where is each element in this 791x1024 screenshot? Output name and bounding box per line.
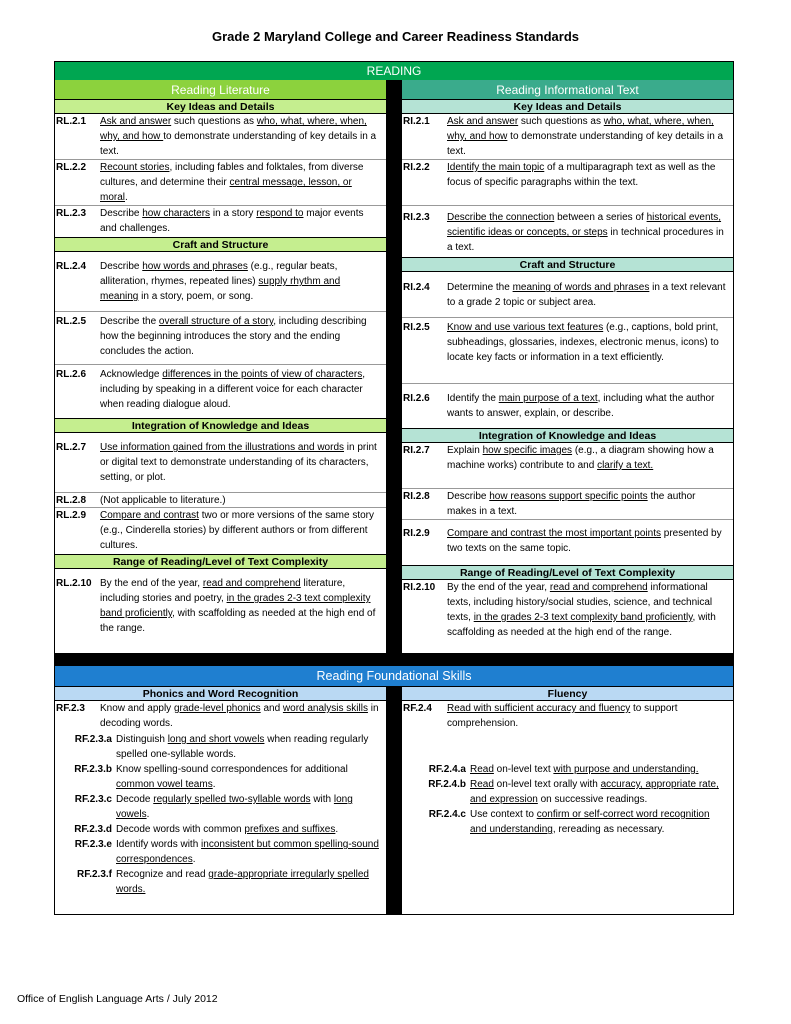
underlined-phrase: long vowels [116, 794, 353, 820]
text-run: Know and apply [100, 703, 174, 714]
underlined-phrase: grade-appropriate irregularly spelled words. [116, 869, 369, 895]
underlined-phrase: long and short vowels [167, 734, 265, 745]
underlined-phrase: Identify the main topic [447, 162, 545, 173]
standard-row [402, 318, 733, 384]
text-run: . [146, 809, 150, 820]
text-run: Explain [447, 445, 483, 456]
standard-code: RL.2.3 [56, 208, 87, 219]
text-run: , rereading as necessary. [552, 824, 665, 835]
text-run: Identify words with [116, 839, 202, 850]
underlined-phrase: with purpose and understanding. [553, 764, 699, 775]
text-run: literature, including stories and poetry, [100, 578, 346, 604]
underlined-phrase: clarify a text. [597, 460, 654, 471]
text-run: the author makes in a text. [447, 491, 696, 517]
standard-text [447, 526, 733, 565]
standard-code: RF.2.3.c [74, 794, 112, 805]
underlined-phrase: Compare and contrast the most important points [447, 528, 661, 539]
underlined-phrase: regularly spelled two-syllable words [153, 794, 311, 805]
standard-row [55, 365, 386, 418]
text-run: (e.g., captions, bold print, subheadings, glossaries, indexes, electronic menus, icons) to locate key facts or information in a text efficiently. [447, 322, 719, 363]
standard-row [402, 160, 733, 206]
standard-code: RL.2.8 [56, 495, 87, 506]
underlined-phrase: Read [470, 764, 494, 775]
text-run: such questions as [171, 116, 257, 127]
standard-text [470, 762, 733, 777]
text-run: Recognize and read [116, 869, 209, 880]
standard-row [55, 493, 386, 508]
underlined-phrase: in the grades 2-3 text complexity band proficiently [100, 593, 371, 619]
text-run: . [192, 854, 196, 865]
sub-standard-row [55, 867, 386, 897]
standard-row [55, 433, 386, 493]
underlined-phrase: central message, lesson, or moral [100, 177, 352, 203]
standard-code: RI.2.1 [403, 116, 430, 127]
standard-text [116, 822, 386, 837]
underlined-phrase: overall structure of a story [158, 316, 274, 327]
standard-text [447, 580, 733, 660]
column-divider [386, 80, 402, 653]
text-run: Know spelling-sound correspondences for additional [116, 764, 348, 775]
lit-craft-heading: Craft and Structure [55, 237, 386, 252]
standard-text [100, 701, 386, 732]
text-run: informational texts, including history/social studies, science, and technical texts, [447, 582, 713, 623]
text-run: when reading regularly spelled one-syllable words. [116, 734, 369, 760]
underlined-phrase: Compare and contrast [100, 510, 199, 521]
info-range-heading: Range of Reading/Level of Text Complexity [402, 565, 733, 580]
standard-code: RF.2.4.c [428, 809, 466, 820]
text-run: , including by speaking in a different voice for each character when reading dialogue aloud. [100, 369, 365, 410]
standard-text [100, 493, 386, 507]
text-run: Use context to [470, 809, 537, 820]
underlined-phrase: in the grades 2-3 text complexity band proficiently [473, 612, 693, 623]
text-run: Decode [116, 794, 154, 805]
standard-code: RI.2.9 [403, 528, 430, 539]
underlined-phrase: respond to [256, 208, 304, 219]
standard-row [55, 160, 386, 206]
standard-row [402, 580, 733, 660]
text-run: to support comprehension. [447, 703, 678, 729]
text-run: Describe [447, 491, 490, 502]
standard-text [100, 367, 386, 418]
text-run: . [212, 779, 216, 790]
standard-row [402, 272, 733, 318]
underlined-phrase: supply rhythm and meaning [100, 276, 341, 302]
standard-code: RI.2.7 [403, 445, 430, 456]
standard-code: RF.2.3 [56, 703, 85, 714]
reading-informational-column [402, 80, 733, 660]
text-run: in technical procedures in a text. [447, 227, 724, 253]
sub-standard-row [402, 807, 733, 837]
standard-row [402, 114, 733, 160]
info-craft-heading: Craft and Structure [402, 257, 733, 272]
standard-text [100, 160, 386, 205]
standard-code: RF.2.3.e [74, 839, 112, 850]
sub-standard-row [55, 822, 386, 837]
standard-text [447, 701, 733, 762]
text-run: between a series of [554, 212, 647, 223]
sub-standard-row [55, 762, 386, 792]
standard-text [100, 508, 386, 554]
standard-row [55, 312, 386, 365]
lit-range-heading: Range of Reading/Level of Text Complexity [55, 554, 386, 569]
text-run: (Not applicable to literature.) [100, 495, 226, 506]
text-run: on-level text [493, 764, 554, 775]
text-run: , with scaffolding as needed at the high end of the range. [100, 608, 376, 634]
standard-row [402, 384, 733, 428]
text-run: By the end of the year, [100, 578, 203, 589]
reading-literature-column [55, 80, 386, 649]
sub-standard-row [55, 837, 386, 867]
standard-text [116, 762, 386, 792]
underlined-phrase: read and comprehend [202, 578, 301, 589]
text-run: with [310, 794, 334, 805]
text-run: Decode words with common [116, 824, 245, 835]
standard-text [447, 114, 733, 159]
text-run: Distinguish [116, 734, 168, 745]
standard-text [470, 777, 733, 807]
standard-row [55, 701, 386, 732]
underlined-phrase: Ask and answer [100, 116, 172, 127]
text-run: . [125, 192, 128, 203]
standard-code: RF.2.3.b [74, 764, 112, 775]
lit-integration-heading: Integration of Knowledge and Ideas [55, 418, 386, 433]
section-separator [55, 653, 733, 666]
text-run: Acknowledge [100, 369, 163, 380]
underlined-phrase: accuracy, appropriate rate, and expression [470, 779, 719, 805]
text-run: on successive readings. [537, 794, 648, 805]
underlined-phrase: inconsistent but common spelling-sound correspondences [116, 839, 379, 865]
standard-code: RI.2.5 [403, 322, 430, 333]
standard-code: RI.2.6 [403, 393, 430, 404]
text-run: to demonstrate understanding of key details in a text. [100, 131, 377, 157]
reading-band: READING [55, 62, 733, 80]
foundational-band: Reading Foundational Skills [55, 666, 733, 686]
underlined-phrase: read and comprehend [549, 582, 648, 593]
phonics-column [55, 686, 386, 897]
reading-literature-heading: Reading Literature [55, 80, 386, 99]
standard-row [402, 443, 733, 489]
standard-text [447, 320, 733, 383]
page-title: Grade 2 Maryland College and Career Readiness Standards [211, 29, 580, 44]
standard-code: RF.2.4 [403, 703, 432, 714]
underlined-phrase: who, what, where, when, why, and how [447, 116, 714, 142]
text-run: in a text relevant to a grade 2 topic or subject area. [447, 282, 726, 308]
standard-text [100, 206, 386, 237]
text-run: and [260, 703, 283, 714]
sub-standard-row [402, 777, 733, 807]
standard-text [447, 443, 733, 488]
standard-code: RI.2.4 [403, 282, 430, 293]
standard-text [100, 259, 386, 311]
standard-code: RF.2.3.d [74, 824, 112, 835]
underlined-phrase: Read [470, 779, 494, 790]
lit-key-ideas-heading: Key Ideas and Details [55, 99, 386, 114]
sub-standard-row [402, 762, 733, 777]
standard-code: RF.2.3.f [76, 869, 112, 880]
standard-code: RL.2.2 [56, 162, 87, 173]
text-run: By the end of the year, [447, 582, 550, 593]
standard-code: RL.2.4 [56, 261, 87, 272]
standard-code: RI.2.2 [403, 162, 430, 173]
underlined-phrase: meaning of words and phrases [512, 282, 650, 293]
underlined-phrase: Use information gained from the illustrations and words [100, 442, 345, 453]
standard-row [55, 569, 386, 649]
standard-row [55, 252, 386, 312]
text-run: , including describing how the beginning introduces the story and the ending concludes the action. [100, 316, 367, 357]
standard-text [100, 440, 386, 492]
standard-text [100, 576, 386, 649]
text-run: in a story, poem, or song. [138, 291, 254, 302]
text-run: , including fables and folktales, from diverse cultures, and determine their [100, 162, 364, 188]
text-run: Identify the [447, 393, 499, 404]
standard-text [116, 792, 386, 822]
standard-row [55, 114, 386, 160]
column-divider [386, 686, 402, 915]
text-run: in print or digital text to demonstrate understanding of its characters, setting, or plot. [100, 442, 377, 483]
standard-text [447, 391, 733, 428]
text-run: to demonstrate understanding of key details in a text. [447, 131, 724, 157]
info-key-ideas-heading: Key Ideas and Details [402, 99, 733, 114]
underlined-phrase: Recount stories [100, 162, 170, 173]
standard-code: RF.2.3.a [74, 734, 112, 745]
standards-table [54, 61, 734, 915]
standard-text [116, 732, 386, 762]
standard-text [447, 280, 733, 317]
info-integration-heading: Integration of Knowledge and Ideas [402, 428, 733, 443]
standard-row [402, 489, 733, 520]
standard-code: RF.2.4.b [428, 779, 466, 790]
phonics-heading: Phonics and Word Recognition [55, 686, 386, 701]
underlined-phrase: how specific images [482, 445, 573, 456]
text-run: Describe [100, 208, 143, 219]
standard-code: RL.2.5 [56, 316, 87, 327]
text-run: , with scaffolding as needed at the high end of the range. [447, 612, 716, 638]
standard-code: RL.2.10 [56, 578, 92, 589]
underlined-phrase: confirm or self-correct word recognition and understanding [470, 809, 710, 835]
underlined-phrase: who, what, where, when, why, and how [100, 116, 367, 142]
underlined-phrase: Read with sufficient accuracy and fluency [447, 703, 631, 714]
standard-text [100, 114, 386, 159]
standard-code: RL.2.7 [56, 442, 87, 453]
standard-text [116, 837, 386, 867]
text-run: (e.g., regular beats, alliteration, rhymes, repeated lines) [100, 261, 338, 287]
text-run: (e.g., a diagram showing how a machine works) contribute to and [447, 445, 714, 471]
standard-row [402, 701, 733, 762]
text-run: in a story [210, 208, 257, 219]
sub-standard-row [55, 732, 386, 762]
text-run: Determine the [447, 282, 513, 293]
standard-text [447, 210, 733, 257]
standard-code: RL.2.6 [56, 369, 87, 380]
standard-code: RI.2.3 [403, 212, 430, 223]
standard-code: RI.2.10 [403, 582, 436, 593]
standard-text [447, 489, 733, 519]
text-run: of a multiparagraph text as well as the focus of specific paragraphs within the text. [447, 162, 716, 188]
standard-text [470, 807, 733, 837]
underlined-phrase: main purpose of a text [498, 393, 598, 404]
underlined-phrase: how words and phrases [142, 261, 248, 272]
standard-code: RF.2.4.a [428, 764, 466, 775]
standard-code: RI.2.8 [403, 491, 430, 502]
text-run: , including what the author wants to answer, explain, or describe. [447, 393, 715, 419]
text-run: Describe the [100, 316, 159, 327]
underlined-phrase: how characters [142, 208, 211, 219]
underlined-phrase: differences in the points of view of characters [162, 369, 363, 380]
text-run: major events and challenges. [100, 208, 364, 234]
text-run: . [335, 824, 339, 835]
underlined-phrase: historical events, scientific ideas or concepts, or steps [447, 212, 722, 238]
fluency-column [402, 686, 733, 837]
text-run: in decoding words. [100, 703, 379, 729]
underlined-phrase: how reasons support specific points [489, 491, 648, 502]
standard-row [402, 206, 733, 257]
standard-row [402, 520, 733, 565]
text-run: presented by two texts on the same topic. [447, 528, 722, 554]
standard-row [55, 508, 386, 554]
standard-code: RL.2.1 [56, 116, 87, 127]
text-run: two or more versions of the same story (e.g., Cinderella stories) by different authors or from different cultures. [100, 510, 375, 551]
underlined-phrase: prefixes and suffixes [244, 824, 336, 835]
reading-informational-heading: Reading Informational Text [402, 80, 733, 99]
underlined-phrase: common vowel teams [116, 779, 213, 790]
standard-row [55, 206, 386, 237]
underlined-phrase: Ask and answer [447, 116, 519, 127]
underlined-phrase: grade-level phonics [173, 703, 261, 714]
fluency-heading: Fluency [402, 686, 733, 701]
standard-text [447, 160, 733, 205]
standard-code: RL.2.9 [56, 510, 87, 521]
underlined-phrase: Know and use various text features [447, 322, 604, 333]
underlined-phrase: Describe the connection [447, 212, 555, 223]
text-run: such questions as [518, 116, 604, 127]
underlined-phrase: word analysis skills [282, 703, 368, 714]
standard-text [100, 314, 386, 364]
sub-standard-row [55, 792, 386, 822]
text-run: on-level text orally with [493, 779, 601, 790]
text-run: Describe [100, 261, 143, 272]
footer: Office of English Language Arts / July 2012 [17, 993, 218, 1005]
standard-text [116, 867, 386, 897]
